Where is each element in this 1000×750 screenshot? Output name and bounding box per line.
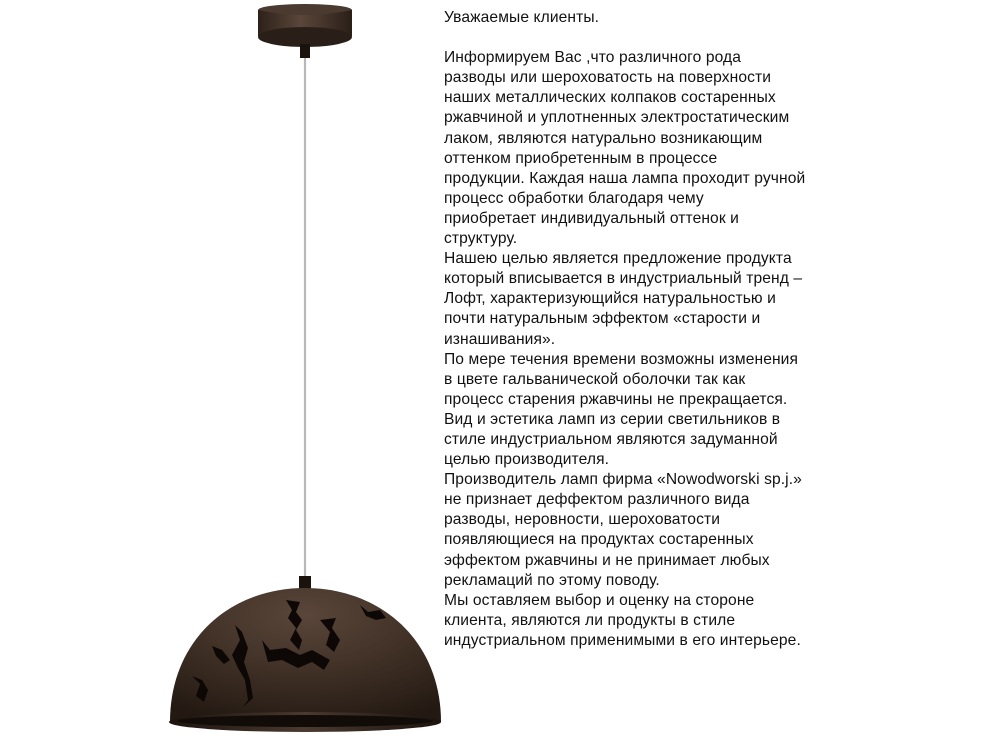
- notice-line: почти натуральным эффектом «старости и: [444, 310, 761, 328]
- notice-line: который вписывается в индустриальный тренд –: [444, 270, 803, 288]
- notice-line: эффектом ржавчины и не принимает любых: [444, 551, 770, 569]
- notice-spacer: [444, 28, 864, 48]
- notice-line: приобретает индивидуальный оттенок и: [444, 209, 739, 227]
- notice-line: Мы оставляем выбор и оценку на стороне: [444, 591, 755, 609]
- notice-line: стиле индустриальном являются задуманной: [444, 430, 778, 448]
- notice-line: структуру.: [444, 230, 518, 248]
- notice-line: появляющиеся на продуктах состаренных: [444, 531, 754, 549]
- notice-line: целью производителя.: [444, 451, 610, 469]
- notice-line: По мере течения времени возможны изменения: [444, 350, 799, 368]
- notice-line: в цвете гальванической оболочки так как: [444, 370, 746, 388]
- notice-line: оттенком приобретенным в процессе: [444, 149, 718, 167]
- notice-line: процесс старения ржавчины не прекращается.: [444, 390, 788, 408]
- notice-greeting: Уважаемые клиенты.: [444, 9, 600, 26]
- notice-line: клиента, являются ли продукты в стиле: [444, 611, 736, 629]
- cord-holder: [299, 576, 311, 590]
- pendant-lamp-image: [160, 0, 460, 750]
- notice-line: не признает деффектом различного вида: [444, 491, 750, 509]
- notice-line: Информируем Вас ,что различного рода: [444, 49, 741, 67]
- notice-line: процесс обработки благодаря чему: [444, 189, 704, 207]
- notice-line: ржавчиной и уплотненных электростатическим: [444, 109, 790, 127]
- notice-line: продукции. Каждая наша лампа проходит ручной: [444, 169, 806, 187]
- notice-line: разводы, неровности, шероховатости: [444, 511, 721, 529]
- customer-notice: [444, 8, 864, 651]
- dome-shade: [169, 588, 441, 732]
- ceiling-canopy: [258, 4, 352, 58]
- notice-line: Производитель ламп фирма «Nowodworski sp.j.»: [444, 471, 802, 489]
- notice-line: изнашивания».: [444, 330, 556, 348]
- notice-line: индустриальном применимыми в его интерьере.: [444, 631, 801, 649]
- notice-line: лаком, являются натурально возникающим: [444, 129, 763, 147]
- notice-line: Нашею целью является предложение продукта: [444, 250, 792, 268]
- notice-line: Вид и эстетика ламп из серии светильников в: [444, 410, 781, 428]
- notice-line: наших металлических колпаков состаренных: [444, 89, 776, 107]
- notice-line: Лофт, характеризующийся натуральностью и: [444, 290, 776, 308]
- notice-line: рекламаций по этому поводу.: [444, 571, 660, 589]
- notice-line: разводы или шероховатость на поверхности: [444, 69, 772, 87]
